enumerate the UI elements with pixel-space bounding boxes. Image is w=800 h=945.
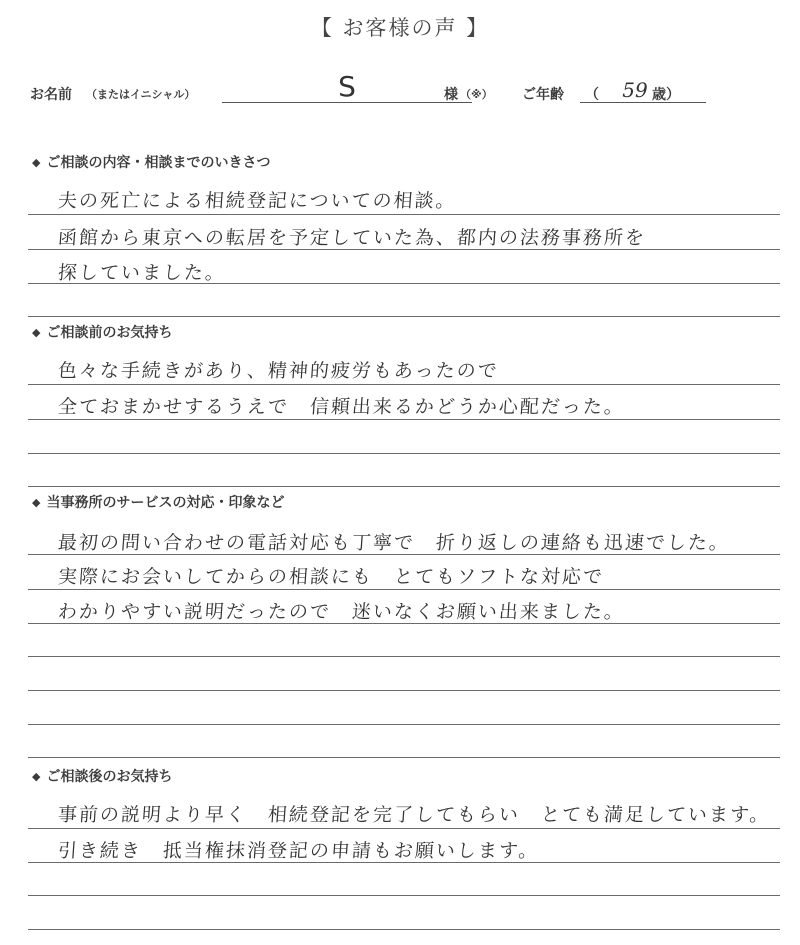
name-label: お名前 bbox=[30, 87, 72, 103]
handwritten-line: 探していました。 bbox=[57, 262, 227, 284]
ruled-line bbox=[28, 419, 780, 420]
ruled-line bbox=[28, 283, 780, 284]
name-hint: （またはイニシャル） bbox=[86, 88, 196, 101]
age-open-paren: （ bbox=[585, 87, 599, 103]
ruled-line bbox=[28, 316, 780, 317]
ruled-line bbox=[28, 249, 780, 250]
ruled-line bbox=[28, 757, 780, 758]
section-heading-after bbox=[32, 766, 172, 786]
honorific: 様 bbox=[444, 87, 458, 103]
handwritten-line: 全ておまかせするうえで 信頼出来るかどうか心配だった。 bbox=[57, 396, 626, 418]
ruled-line bbox=[28, 929, 780, 930]
section-heading-text: ご相談前のお気持ち bbox=[46, 325, 173, 341]
handwritten-line: 事前の説明より早く 相続登記を完了してもらい とても満足しています。 bbox=[57, 804, 772, 826]
ruled-line bbox=[28, 554, 780, 555]
ruled-line bbox=[28, 895, 780, 896]
diamond-icon: ◆ bbox=[32, 156, 41, 169]
ruled-line bbox=[28, 656, 780, 657]
handwritten-line: 色々な手続きがあり、精神的疲労もあったので bbox=[57, 360, 500, 382]
age-value: 59 bbox=[622, 78, 648, 102]
handwritten-line: 最初の問い合わせの電話対応も丁寧で 折り返しの連絡も迅速でした。 bbox=[57, 532, 731, 554]
age-label: ご年齢 bbox=[522, 87, 564, 103]
section-heading-consultation bbox=[32, 152, 270, 172]
handwritten-line: わかりやすい説明だったので 迷いなくお願い出来ました。 bbox=[57, 601, 626, 623]
handwritten-line: 夫の死亡による相続登記についての相談。 bbox=[57, 190, 458, 212]
ruled-line bbox=[28, 623, 780, 624]
section-heading-service bbox=[32, 492, 284, 512]
name-value: S bbox=[338, 70, 356, 103]
age-unit: 歳） bbox=[652, 87, 680, 103]
handwritten-line: 実際にお会いしてからの相談にも とてもソフトな対応で bbox=[57, 566, 605, 588]
section-heading-text: 当事務所のサービスの対応・印象など bbox=[46, 495, 285, 511]
handwritten-line: 引き続き 抵当権抹消登記の申請もお願いします。 bbox=[57, 840, 541, 862]
diamond-icon: ◆ bbox=[32, 770, 41, 783]
section-heading-before bbox=[32, 322, 172, 342]
honorific-note: （※） bbox=[460, 88, 493, 101]
section-heading-text: ご相談後のお気持ち bbox=[46, 769, 173, 785]
ruled-line bbox=[28, 828, 780, 829]
page-title: 【 お客様の声 】 bbox=[310, 16, 490, 40]
ruled-line bbox=[28, 724, 780, 725]
ruled-line bbox=[28, 690, 780, 691]
handwritten-line: 函館から東京への転居を予定していた為、都内の法務事務所を bbox=[57, 227, 647, 249]
ruled-line bbox=[28, 862, 780, 863]
name-age-row bbox=[30, 70, 790, 110]
diamond-icon: ◆ bbox=[32, 326, 41, 339]
section-heading-text: ご相談の内容・相談までのいきさつ bbox=[46, 155, 271, 171]
ruled-line bbox=[28, 214, 780, 215]
ruled-line bbox=[28, 384, 780, 385]
diamond-icon: ◆ bbox=[32, 496, 41, 509]
ruled-line bbox=[28, 486, 780, 487]
ruled-line bbox=[28, 453, 780, 454]
ruled-line bbox=[28, 589, 780, 590]
